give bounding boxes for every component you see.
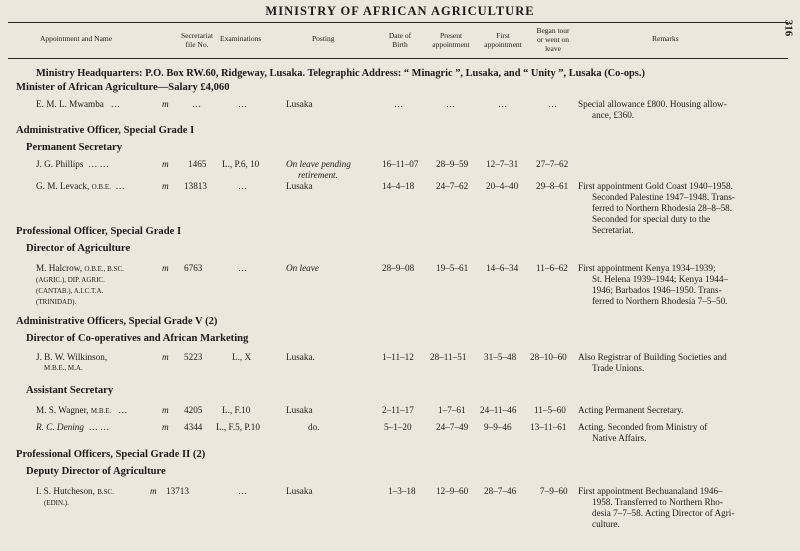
row-hutcheson-sex: m [150, 486, 157, 496]
row-halcrow-posting: On leave [286, 263, 319, 273]
page-title: MINISTRY OF AFRICAN AGRICULTURE [265, 4, 535, 18]
row-dening-posting: do. [308, 422, 320, 432]
col-remarks: Remarks [652, 34, 679, 43]
col-dob: Date of Birth [388, 31, 412, 49]
row-dening-remarks: Acting. Seconded from Ministry of Native Affairs. [578, 422, 708, 443]
page-number: 316 [781, 19, 794, 37]
row-mwamba-posting: Lusaka [286, 99, 313, 109]
row-halcrow-name: M. Halcrow, O.B.E., B.SC. (AGRIC.), DIP. AGRIC. (CANTAB.), A.I.C.T.A. (TRINIDAD). [36, 263, 124, 306]
row-wilkinson-name: J. B. W. Wilkinson, M.B.E., M.A. [36, 352, 108, 372]
row-dening-tour: 13–11–61 [530, 422, 567, 432]
section-deputy-director: Deputy Director of Agriculture [26, 466, 166, 477]
row-halcrow-tour: 11–6–62 [536, 263, 568, 273]
row-phillips-dob: 16–11–07 [382, 159, 419, 169]
row-mwamba-tour: … [548, 99, 558, 109]
col-posting: Posting [312, 34, 335, 43]
row-wagner-sex: m [162, 405, 169, 415]
row-phillips-sex: m [162, 159, 169, 169]
row-halcrow-first: 14–6–34 [486, 263, 519, 273]
row-halcrow-sex: m [162, 263, 169, 273]
row-dening-first: 9–9–46 [484, 422, 512, 432]
col-appointment: Appointment and Name [40, 34, 113, 43]
row-phillips-file: 1465 [188, 159, 207, 169]
row-wilkinson-exam: L., X [232, 352, 252, 362]
row-hutcheson-name: I. S. Hutcheson, B.SC. (EDIN.). [36, 486, 114, 507]
row-hutcheson-dob: 1–3–18 [388, 486, 416, 496]
row-hutcheson-tour: 7–9–60 [540, 486, 568, 496]
row-wagner-remarks: Acting Permanent Secretary. [578, 405, 684, 415]
row-phillips-name: J. G. Phillips … … [36, 159, 109, 169]
row-phillips-first: 12–7–31 [486, 159, 519, 169]
row-dening-present: 24–7–49 [436, 422, 469, 432]
row-levack-remarks: First appointment Gold Coast 1940–1958. Seconded Palestine 1947–1948. Trans- ferred to Northern Rhodesia 28–8–58. Seconded for special duty to the Secretariat. [578, 181, 735, 235]
section-admin-special-5: Administrative Officers, Special Grade V (2) [16, 316, 218, 327]
row-wagner-file: 4205 [184, 405, 203, 415]
row-wilkinson-present: 28–11–51 [430, 352, 467, 362]
col-examinations: Examinations [220, 34, 262, 43]
row-mwamba-dob: … [394, 99, 404, 109]
section-prof-special-2: Professional Officers, Special Grade II (2) [16, 449, 206, 460]
section-perm-sec: Permanent Secretary [26, 142, 122, 153]
row-mwamba-sex: m [162, 99, 169, 109]
row-wilkinson-file: 5223 [184, 352, 203, 362]
section-admin-special-1: Administrative Officer, Special Grade I [16, 125, 195, 136]
row-levack-present: 24–7–62 [436, 181, 469, 191]
row-dening-sex: m [162, 422, 169, 432]
row-hutcheson-remarks: First appointment Bechuanaland 1946– 1958. Transferred to Northern Rho- desia 7–7–58. Acting Director of Agri- culture. [578, 486, 735, 529]
col-first: First appointment [484, 31, 522, 49]
row-levack-first: 20–4–40 [486, 181, 519, 191]
row-halcrow-file: 6763 [184, 263, 203, 273]
row-mwamba-first: … [498, 99, 508, 109]
row-hutcheson-posting: Lusaka [286, 486, 313, 496]
row-mwamba-file: … [192, 99, 202, 109]
row-wilkinson-tour: 28–10–60 [530, 352, 567, 362]
col-secretariat: Secretariat file No. [180, 31, 214, 49]
header-top-rule [8, 22, 788, 23]
row-levack-posting: Lusaka [286, 181, 313, 191]
row-hutcheson-exam: … [238, 486, 248, 496]
row-dening-exam: L., F.5, P.10 [216, 422, 260, 432]
row-dening-name: R. C. Dening … … [36, 422, 110, 432]
row-hutcheson-present: 12–9–60 [436, 486, 469, 496]
row-wagner-first: 24–11–46 [480, 405, 517, 415]
row-mwamba-exam: … [238, 99, 248, 109]
row-wagner-name: M. S. Wagner, M.B.E. … [36, 405, 128, 415]
row-wagner-present: 1–7–61 [438, 405, 466, 415]
section-director-agri: Director of Agriculture [26, 243, 131, 254]
section-minister: Minister of African Agriculture—Salary £4,060 [16, 82, 230, 93]
row-levack-tour: 29–8–61 [536, 181, 569, 191]
row-phillips-posting: On leave pending retirement. [286, 159, 351, 180]
row-halcrow-present: 19–5–61 [436, 263, 469, 273]
col-present: Present appointment [432, 31, 470, 49]
row-levack-name: G. M. Levack, O.B.E. … [36, 181, 125, 191]
row-levack-sex: m [162, 181, 169, 191]
row-wagner-dob: 2–11–17 [382, 405, 414, 415]
row-mwamba-name: E. M. L. Mwamba … [36, 99, 120, 109]
row-wagner-tour: 11–5–60 [534, 405, 566, 415]
row-halcrow-exam: … [238, 263, 248, 273]
row-dening-file: 4344 [184, 422, 203, 432]
row-dening-dob: 5–1–20 [384, 422, 412, 432]
row-mwamba-present: … [446, 99, 456, 109]
header-bottom-rule [8, 58, 788, 59]
row-phillips-exam: L., P.6, 10 [222, 159, 260, 169]
row-halcrow-dob: 28–9–08 [382, 263, 415, 273]
row-wagner-exam: L., F.10 [222, 405, 251, 415]
row-wagner-posting: Lusaka [286, 405, 313, 415]
section-prof-special-1: Professional Officer, Special Grade I [16, 226, 182, 237]
row-hutcheson-file: 13713 [166, 486, 189, 496]
row-mwamba-remarks: Special allowance £800. Housing allow- ance, £360. [578, 99, 727, 120]
row-levack-exam: … [238, 181, 248, 191]
section-asst-sec: Assistant Secretary [26, 385, 114, 396]
row-halcrow-remarks: First appointment Kenya 1934–1939; St. Helena 1939–1944; Kenya 1944– 1946; Barbados 1946–1950. Trans- ferred to Northern Rhodesia 7–5–50. [578, 263, 729, 306]
col-tour: Began tour or went on leave [536, 26, 570, 53]
headquarters-line: Ministry Headquarters: P.O. Box RW.60, Ridgeway, Lusaka. Telegraphic Address: “ Minagric ”, Lusaka, and “ Unity ”, Lusaka (Co-ops.) [36, 68, 645, 79]
row-wilkinson-posting: Lusaka. [286, 352, 315, 362]
section-director-coop: Director of Co-operatives and African Marketing [26, 333, 249, 344]
row-wilkinson-remarks: Also Registrar of Building Societies and Trade Unions. [578, 352, 727, 373]
row-wilkinson-first: 31–5–48 [484, 352, 517, 362]
row-phillips-tour: 27–7–62 [536, 159, 569, 169]
row-hutcheson-first: 28–7–46 [484, 486, 517, 496]
row-levack-file: 13813 [184, 181, 207, 191]
row-wilkinson-dob: 1–11–12 [382, 352, 414, 362]
row-phillips-present: 28–9–59 [436, 159, 469, 169]
row-levack-dob: 14–4–18 [382, 181, 415, 191]
row-wilkinson-sex: m [162, 352, 169, 362]
